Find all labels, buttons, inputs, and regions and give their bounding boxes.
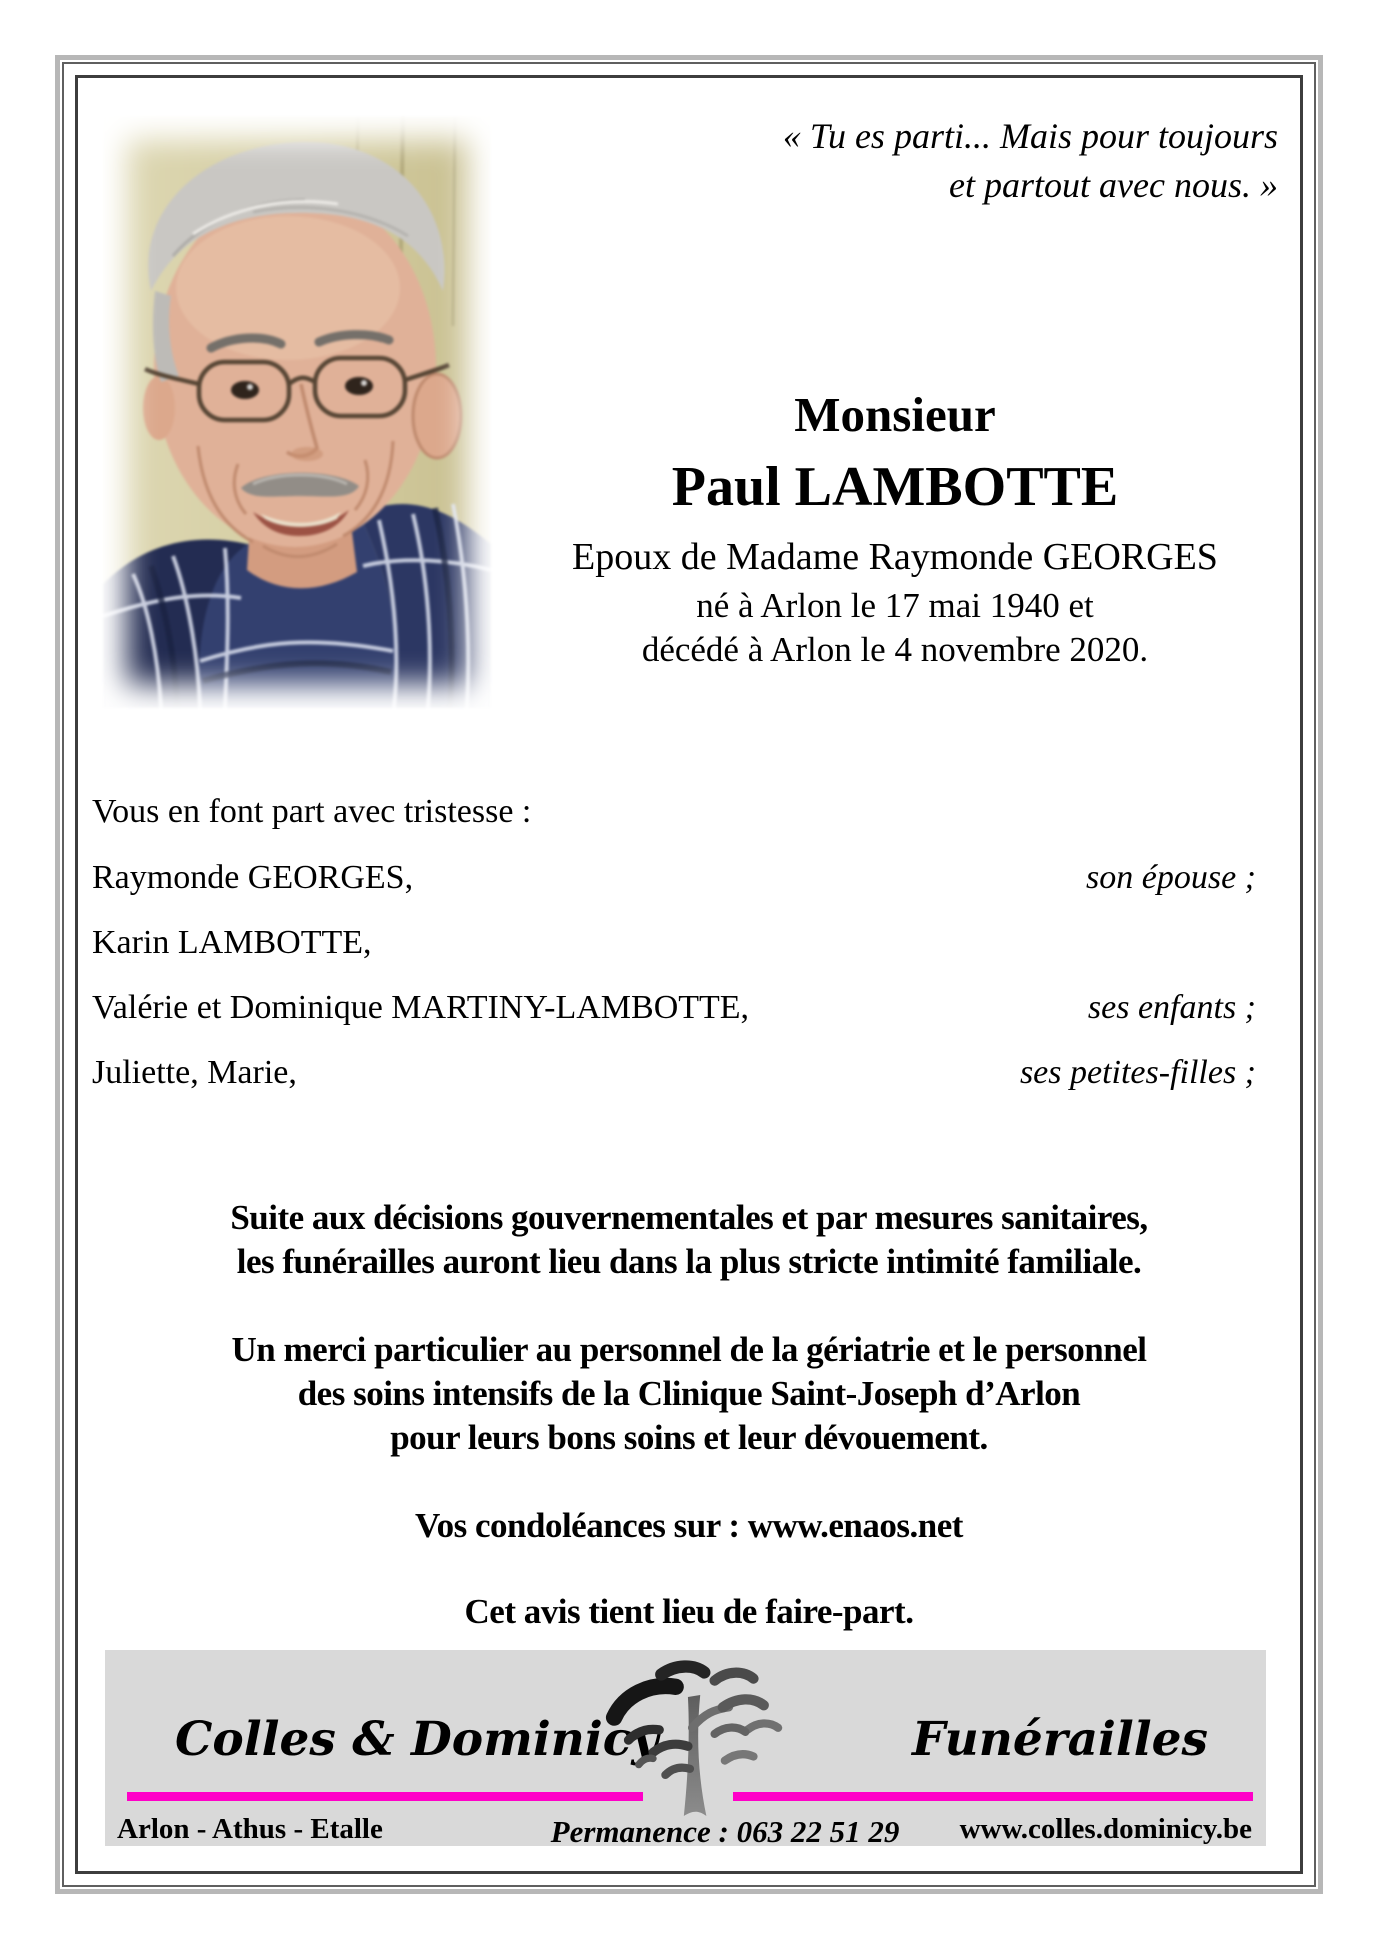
memorial-quote: [783, 112, 1278, 210]
relative-row: [92, 860, 1256, 896]
photo-soft-edge: [100, 113, 494, 711]
deceased-name: Paul LAMBOTTE: [671, 456, 1119, 518]
funeral-home-service-label: Funérailles: [912, 1712, 1208, 1767]
condolences-line: Vos condoléances sur : www.enaos.net: [415, 1506, 963, 1545]
accent-rule-left: [127, 1792, 643, 1801]
relative-names: Valérie et Dominique MARTINY-LAMBOTTE,: [92, 989, 750, 1026]
funeral-notices: [80, 1152, 1298, 1678]
deceased-spouse-line: Epoux de Madame Raymonde GEORGES: [572, 536, 1218, 578]
funeral-home-website: www.colles.dominicy.be: [959, 1813, 1252, 1845]
relative-relation: son épouse ;: [1086, 859, 1256, 896]
covid-notice-line2: les funérailles auront lieu dans la plus stricte intimité familiale.: [236, 1242, 1142, 1281]
funeral-home-locations: Arlon - Athus - Etalle: [117, 1813, 383, 1845]
relative-relation: ses enfants ;: [1087, 989, 1256, 1026]
relative-relation: ses petites-filles ;: [1019, 1054, 1256, 1091]
deceased-identity: [500, 382, 1290, 672]
faire-part-line: Cet avis tient lieu de faire-part.: [464, 1592, 914, 1631]
relative-row: [92, 925, 1256, 961]
deceased-birth-line: né à Arlon le 17 mai 1940 et: [696, 586, 1094, 625]
relative-names: Juliette, Marie,: [92, 1054, 297, 1091]
funeral-home-name: Colles & Dominicy: [175, 1712, 659, 1767]
thanks-notice-line3: pour leurs bons soins et leur dévouement.: [390, 1418, 988, 1457]
announcement-intro: Vous en font part avec tristesse :: [92, 793, 532, 830]
funeral-home-phone: Permanence : 063 22 51 29: [550, 1814, 900, 1849]
relative-row: [92, 1055, 1256, 1091]
family-announcement: [92, 794, 1256, 1120]
covid-notice-line1: Suite aux décisions gouvernementales et par mesures sanitaires,: [230, 1198, 1148, 1237]
deceased-title: Monsieur: [794, 387, 996, 442]
thanks-notice-line2: des soins intensifs de la Clinique Saint-Joseph d’Arlon: [297, 1374, 1081, 1413]
relative-names: Raymonde GEORGES,: [92, 859, 414, 896]
relative-row: [92, 990, 1256, 1026]
relative-names: Karin LAMBOTTE,: [92, 924, 372, 961]
accent-rule-right: [733, 1792, 1253, 1801]
deceased-death-line: décédé à Arlon le 4 novembre 2020.: [641, 630, 1149, 669]
memorial-quote-line2: et partout avec nous. »: [949, 165, 1278, 205]
funeral-home-banner: [105, 1650, 1266, 1849]
memorial-quote-line1: « Tu es parti... Mais pour toujours: [782, 116, 1278, 156]
portrait-photo: [103, 116, 491, 708]
thanks-notice-line1: Un merci particulier au personnel de la gériatrie et le personnel: [231, 1330, 1147, 1369]
